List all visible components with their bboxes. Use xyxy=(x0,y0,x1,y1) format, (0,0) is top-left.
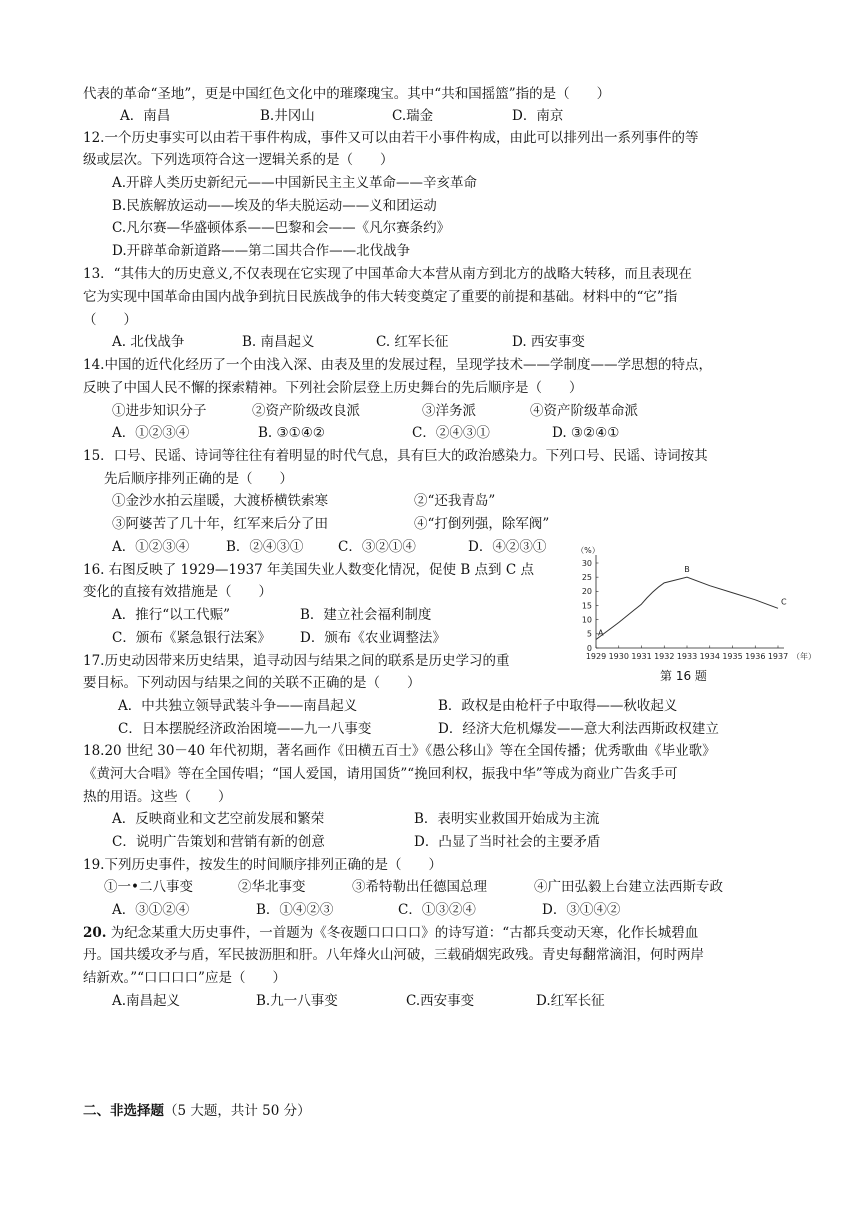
q14-options xyxy=(112,423,732,443)
q13-line2: 它为实现中国革命由国内战争到抗日民族战争的伟大转变奠定了重要的前提和基础。材料中的“它”指 xyxy=(83,289,678,305)
q18-line2: 《黄河大合唱》等在全国传唱；“国人爱国，请用国货”“挽回利权，振我中华”等成为商业广告炙手可 xyxy=(83,766,678,782)
q13-line1: 13．“其伟大的历史意义,不仅表现在它实现了中国革命大本营从南方到北方的战略大转移，而且表现在 xyxy=(83,266,692,282)
q16-line1: 16. 右图反映了 1929—1937 年美国失业人数变化情况，促使 B 点到 C 点 xyxy=(83,562,534,578)
y-tick-label: 0 xyxy=(586,643,592,653)
q19-item-2: ②华北事变 xyxy=(238,879,306,895)
q16-options-row1 xyxy=(112,605,562,625)
x-tick-label: 1934 xyxy=(699,652,720,661)
q13-option-d: D. 西安事变 xyxy=(512,334,585,350)
q11-option-d: D．南京 xyxy=(512,108,564,124)
q14-item-2: ②资产阶级改良派 xyxy=(252,403,360,419)
q11-option-a: A．南昌 xyxy=(120,108,171,124)
q13-line3: （ ） xyxy=(83,312,137,328)
q16-option-c: C．颁布《紧急银行法案》 xyxy=(112,630,271,646)
q17-line1: 17.历史动因带来历史结果，追寻动因与结果之间的联系是历史学习的重 xyxy=(83,653,510,669)
q19-line1: 19.下列历史事件，按发生的时间顺序排列正确的是（ ） xyxy=(83,857,442,873)
q18-option-c: C．说明广告策划和营销有新的创意 xyxy=(112,834,325,850)
unemployment-line xyxy=(596,577,778,639)
q20-number: 20. xyxy=(83,925,107,941)
q17-option-c: C．日本摆脱经济政治困境——九一八事变 xyxy=(118,721,372,737)
q15-items-row1 xyxy=(112,491,732,511)
q20-options xyxy=(112,991,732,1011)
q15-option-b: B．②④③① xyxy=(226,539,304,555)
q19-option-b: B．①④②③ xyxy=(256,902,334,918)
q19-item-3: ③希特勒出任德国总理 xyxy=(352,879,487,895)
q20-line3: 结新欢。”“口口口口”应是（ ） xyxy=(83,970,286,986)
q15-line1: 15．口号、民谣、诗词等往往有着明显的时代气息，具有巨大的政治感染力。下列口号、民谣、诗词按其 xyxy=(83,448,708,464)
y-tick-label: 10 xyxy=(581,615,592,625)
y-tick-label: 5 xyxy=(586,629,592,639)
q14-line2: 反映了中国人民不懈的探索精神。下列社会阶层登上历史舞台的先后顺序是（ ） xyxy=(83,380,583,396)
x-tick-label: 1931 xyxy=(631,652,652,661)
y-tick-label: 15 xyxy=(581,601,592,611)
q20-line1 xyxy=(83,923,698,943)
q16-line2: 变化的直接有效措施是（ ） xyxy=(83,584,272,600)
q11-text: 代表的革命“圣地”，更是中国红色文化中的璀璨瑰宝。其中“共和国摇篮”指的是（ ） xyxy=(83,86,611,102)
q17-options-row1 xyxy=(118,696,798,716)
point-label-b: B xyxy=(684,565,690,575)
x-tick-label: 1935 xyxy=(722,652,743,661)
q12-option-c: C.凡尔赛—华盛顿体系——巴黎和会——《凡尔赛条约》 xyxy=(112,220,451,236)
q20-option-d: D.红军长征 xyxy=(536,993,605,1009)
q15-line2: 先后顺序排列正确的是（ ） xyxy=(104,471,293,487)
section2-heading xyxy=(83,1101,311,1121)
chart-caption: 第 16 题 xyxy=(660,669,707,683)
q18-option-b: B．表明实业救国开始成为主流 xyxy=(414,811,600,827)
x-tick-label: 1937 xyxy=(767,652,789,661)
q13-option-a: A. 北伐战争 xyxy=(112,334,185,350)
q17-option-d: D．经济大危机爆发——意大利法西斯政权建立 xyxy=(438,721,719,737)
q20-option-b: B.九一八事变 xyxy=(256,993,338,1009)
q14-item-3: ③洋务派 xyxy=(422,403,476,419)
q12-option-a: A.开辟人类历史新纪元——中国新民主主义革命——辛亥革命 xyxy=(112,175,478,191)
q18-options-row1 xyxy=(112,809,792,829)
q18-line3: 热的用语。这些（ ） xyxy=(83,789,232,805)
q19-item-1: ①一•二八事变 xyxy=(104,879,193,895)
q19-options xyxy=(112,900,732,920)
q19-option-c: C．①③②④ xyxy=(398,902,476,918)
y-tick-label: 30 xyxy=(581,558,592,568)
q11-option-b: B.井冈山 xyxy=(260,108,315,124)
q14-items xyxy=(112,401,732,421)
q12-option-b: B.民族解放运动——埃及的华夫脱运动——义和团运动 xyxy=(112,198,437,214)
x-tick-label: 1936 xyxy=(745,652,766,661)
q11-options xyxy=(120,106,720,126)
x-tick-label: 1933 xyxy=(676,652,698,661)
x-tick-label: 1929 xyxy=(585,652,607,661)
q17-line2: 要目标。下列动因与结果之间的关联不正确的是（ ） xyxy=(83,675,421,691)
q13-option-b: B. 南昌起义 xyxy=(242,334,315,350)
q13-option-c: C. 红军长征 xyxy=(376,334,449,350)
q13-options xyxy=(112,332,712,352)
q14-option-b: B. ③①④② xyxy=(258,425,325,441)
q17-option-b: B．政权是由枪杆子中取得——秋收起义 xyxy=(438,698,678,714)
q20-option-a: A.南昌起义 xyxy=(112,993,181,1009)
x-axis-unit: （年） xyxy=(792,652,816,661)
section2-note: （5 大题，共计 50 分） xyxy=(164,1103,311,1119)
q19-items xyxy=(104,877,784,897)
q12-line2: 级或层次。下列选项符合这一逻辑关系的是（ ） xyxy=(83,152,394,168)
q16-option-a: A．推行“以工代赈” xyxy=(112,607,231,623)
q15-item-2: ②“还我青岛” xyxy=(414,493,496,509)
q15-options xyxy=(112,537,572,557)
q14-item-1: ①进步知识分子 xyxy=(112,403,207,419)
q18-line1: 18.20 世纪 30－40 年代初期，著名画作《田横五百士》《愚公移山》等在全国传播；优秀歌曲《毕业歌》 xyxy=(83,743,716,759)
q14-option-c: C．②④③① xyxy=(412,425,490,441)
q15-items-row2 xyxy=(112,514,732,534)
y-axis-unit: （%） xyxy=(576,546,600,555)
point-label-a: A xyxy=(598,628,604,638)
q15-option-a: A．①②③④ xyxy=(112,539,190,555)
q14-option-a: A．①②③④ xyxy=(112,425,190,441)
q12-option-d: D.开辟革命新道路——第二国共合作——北伐战争 xyxy=(112,243,411,259)
q17-option-a: A．中共独立领导武装斗争——南昌起义 xyxy=(118,698,358,714)
q19-item-4: ④广田弘毅上台建立法西斯专政 xyxy=(534,879,723,895)
x-tick-label: 1932 xyxy=(654,652,675,661)
y-tick-label: 25 xyxy=(581,572,592,582)
unemployment-line-chart xyxy=(566,543,816,668)
q15-item-1: ①金沙水拍云崖暖，大渡桥横铁索寒 xyxy=(112,493,328,509)
q18-options-row2 xyxy=(112,832,792,852)
q11-option-c: C.瑞金 xyxy=(392,108,434,124)
q14-line1: 14.中国的近代化经历了一个由浅入深、由表及里的发展过程，呈现学技术——学制度——学思想的特点， xyxy=(83,357,712,373)
q15-item-3: ③阿婆苦了几十年，红军来后分了田 xyxy=(112,516,328,532)
q20-option-c: C.西安事变 xyxy=(406,993,475,1009)
q20-line2: 丹。国共缓攻矛与盾，军民披沥胆和肝。八年烽火山河破，三载硝烟宪政残。青史每翻常滴泪，何时两岸 xyxy=(83,947,704,963)
point-label-c: C xyxy=(781,597,787,607)
x-tick-label: 1930 xyxy=(608,652,629,661)
q17-options-row2 xyxy=(118,719,798,739)
y-tick-label: 20 xyxy=(581,587,592,597)
q18-option-d: D．凸显了当时社会的主要矛盾 xyxy=(414,834,601,850)
section2-title: 二、非选择题 xyxy=(83,1103,164,1119)
q12-line1: 12.一个历史事实可以由若干事件构成，事件又可以由若干小事件构成，由此可以排列出一系列事件的等 xyxy=(83,130,699,146)
q20-line1-text: 为纪念某重大历史事件，一首题为《冬夜题口口口口》的诗写道：“古都兵变动天寒，化作长城碧血 xyxy=(106,925,699,941)
q15-option-d: D．④②③① xyxy=(468,539,547,555)
q16-option-b: B．建立社会福利制度 xyxy=(300,607,432,623)
q14-option-d: D. ③②④① xyxy=(552,425,620,441)
q16-option-d: D．颁布《农业调整法》 xyxy=(300,630,446,646)
q15-item-4: ④“打倒列强，除军阀” xyxy=(414,516,550,532)
q19-option-a: A．③①②④ xyxy=(112,902,190,918)
q16-options-row2 xyxy=(112,628,562,648)
q15-option-c: C．③②①④ xyxy=(338,539,416,555)
q18-option-a: A．反映商业和文艺空前发展和繁荣 xyxy=(112,811,325,827)
q14-item-4: ④资产阶级革命派 xyxy=(530,403,638,419)
q19-option-d: D．③①④② xyxy=(542,902,621,918)
